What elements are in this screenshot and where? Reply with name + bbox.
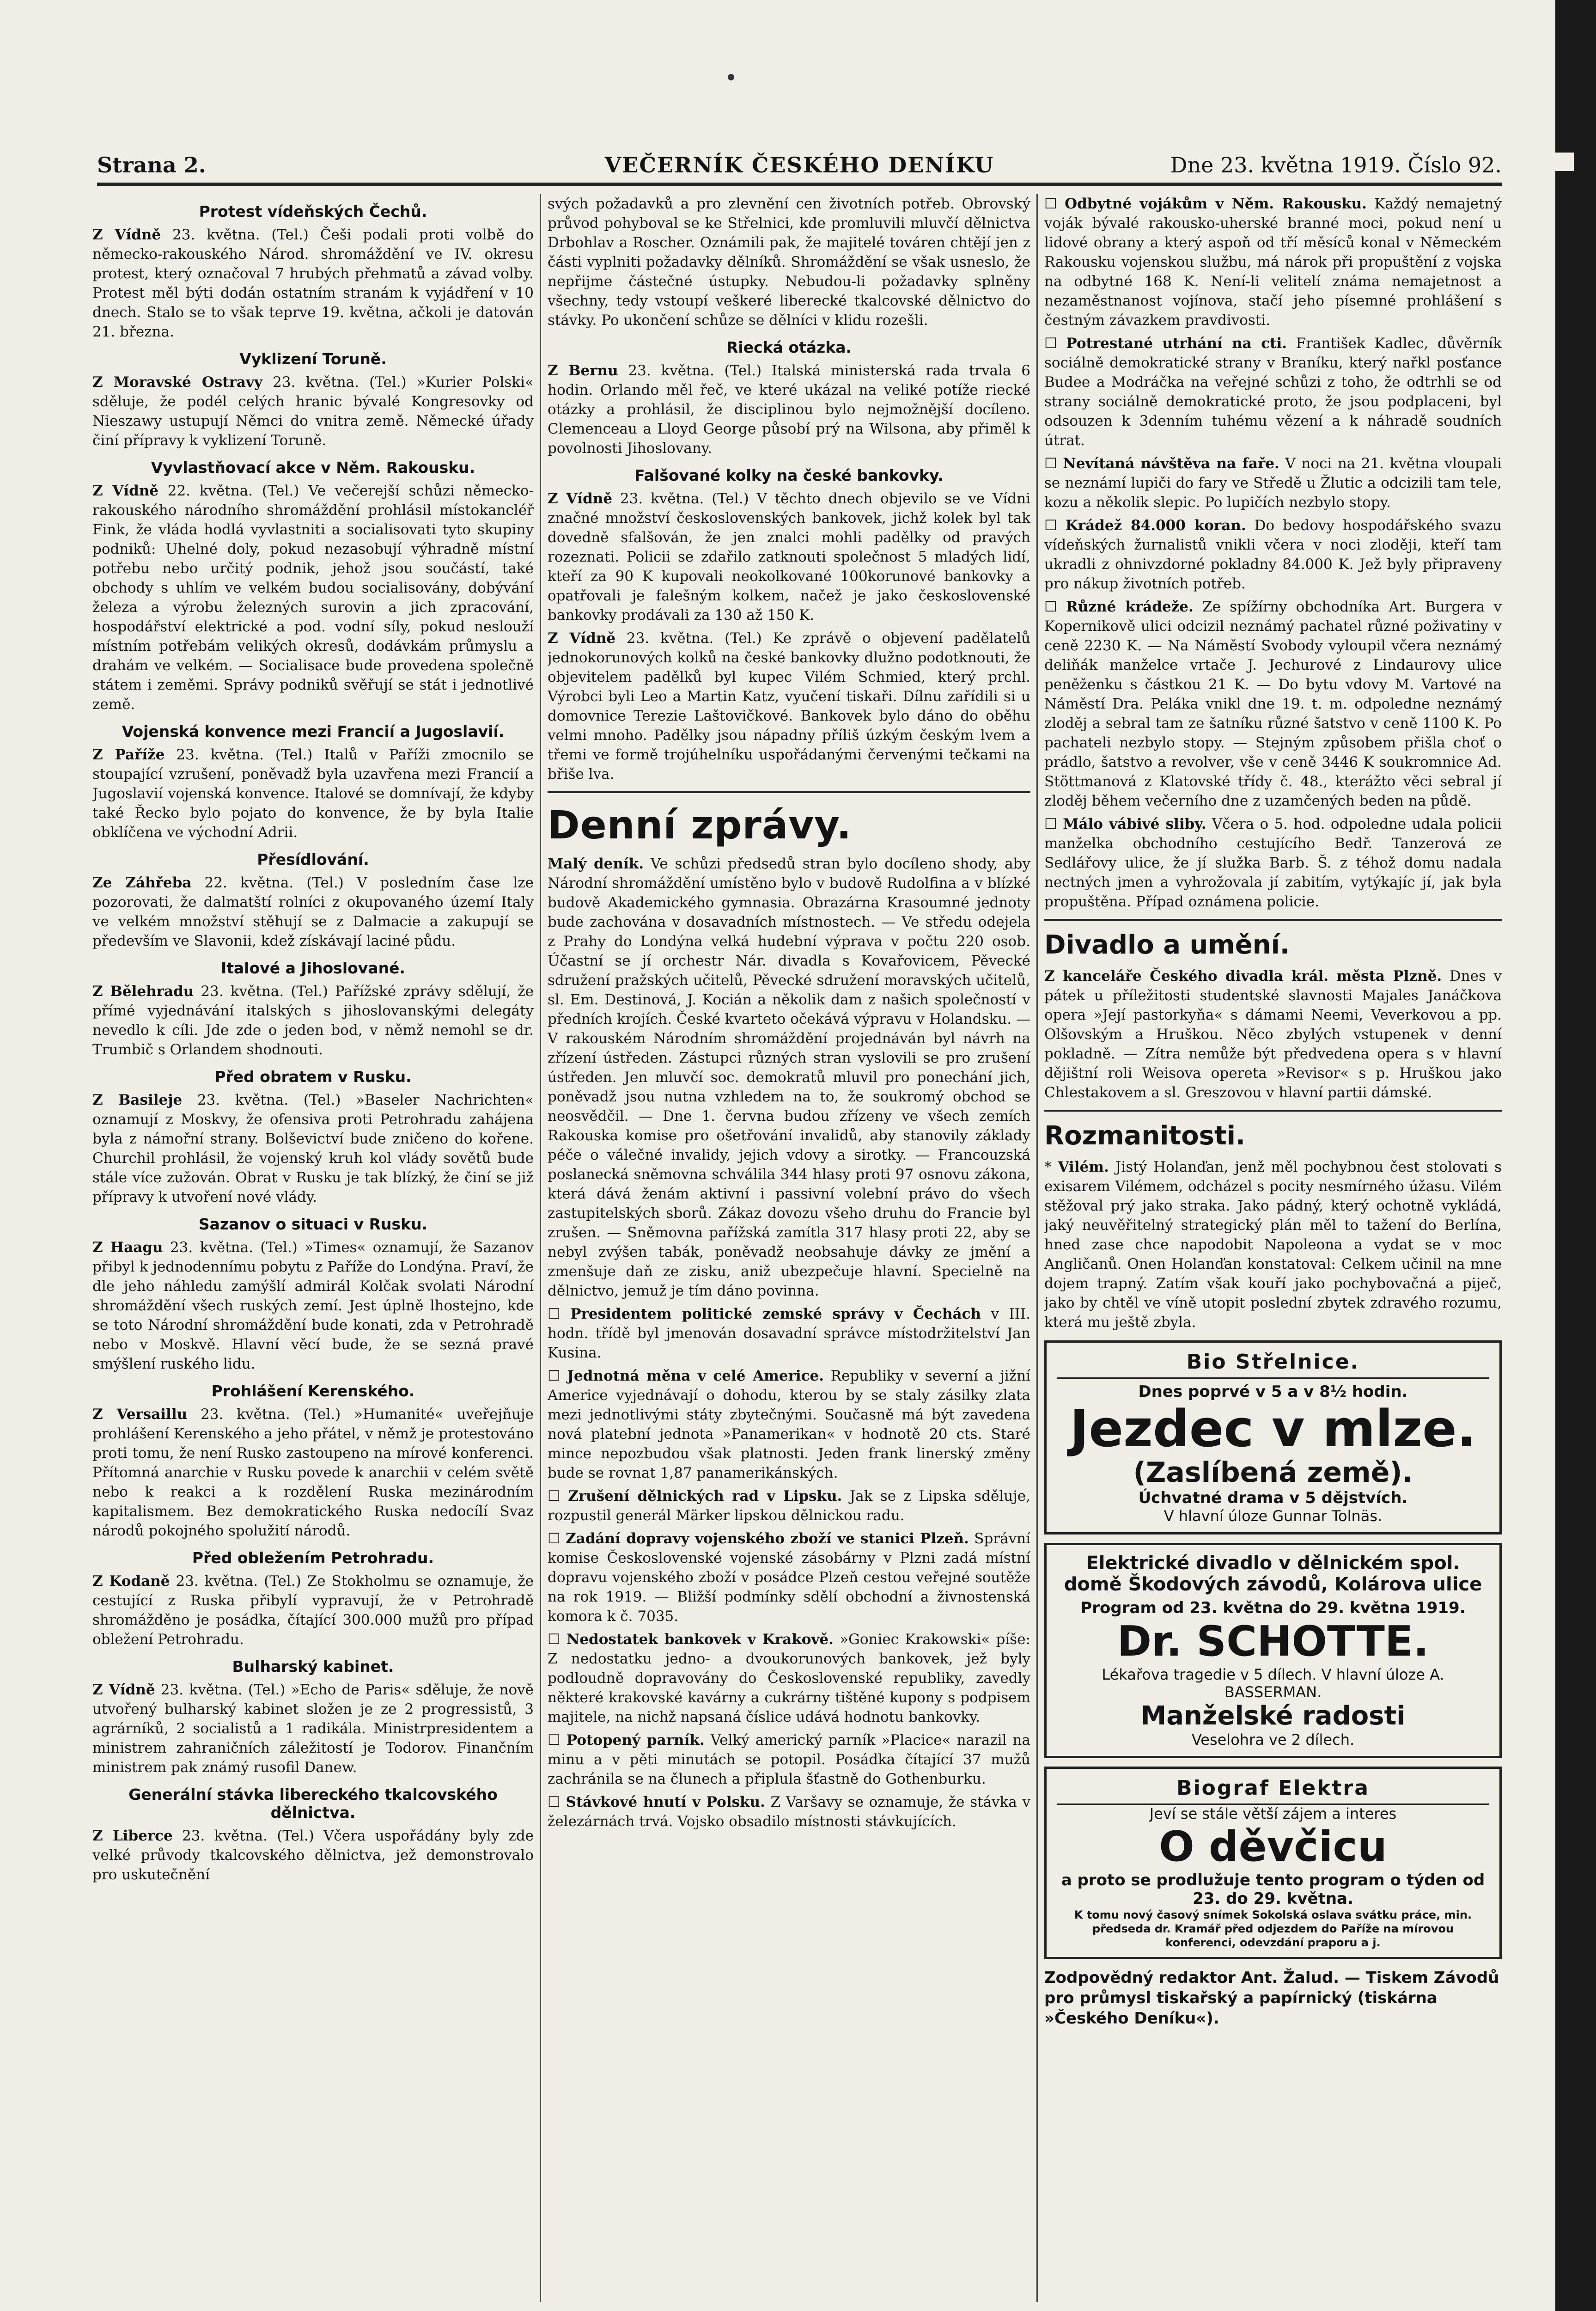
news-item: ☐ Potrestané utrhání na cti. František Kadlec, důvěrník sociálně demokratické strany v Braníku, který nařkl posťance Budee a Modráčka na veřejné schůzi z toho, že odtrhli se od strany sociálně demokratické proto, že jsou podplaceni, byl odsouzen k 3denním tuhému vězení a k náhradě soudních útrat. [1044, 335, 1502, 449]
item-text: Z Varšavy se oznamuje, že stávka v železárnách trvá. Vojsko obsadilo místnosti stávkujících. [548, 1794, 1030, 1830]
item-text: Jak se z Lipska sděluje, rozpustil generál Märker lipskou dělnickou radu. [548, 1488, 1030, 1524]
article-text: 23. května. (Tel.) »Baseler Nachrichten« oznamují z Moskvy, že ofensiva proti Petrohradu zahájena byla z námořní strany. Bolševictví bude zničeno do kořene. Churchil prohlásil, že vojenský kruh kol vlády sovětů bude stále více zužován. Obrat v Rusku je tak blízký, že činí se již přípravy k utvoření nové vlády. [92, 1092, 534, 1205]
item-lead: Odbytné vojákům v Něm. Rakousku. [1065, 196, 1367, 212]
item-text: V noci na 21. května vloupali se neznámí lupiči do fary ve Středě u Žlutic a odcizili tam tele, kozu a několik slepic. Po lupičích nezbylo stopy. [1044, 455, 1502, 511]
ad-line: Program od 23. května do 29. května 1919. [1080, 1599, 1466, 1617]
section-title-divadlo: Divadlo a umění. [1044, 930, 1290, 960]
article [92, 350, 534, 450]
item-text: Do bedovy hospodářského svazu vídeňských žurnalistů vnikli včera v noci zloději, kteří tam ukradli z ohnivzdorné pokladny 84.000 K. Jež byly připraveny pro nákup životních potřeb. [1044, 517, 1502, 592]
dateline: Z Moravské Ostravy [92, 374, 263, 391]
dateline: Z Vídně [548, 490, 613, 507]
dateline: Z Vídně [92, 483, 159, 499]
column-1 [92, 194, 534, 2182]
article-headline: Před obratem v Rusku. [214, 1068, 412, 1086]
article-body [92, 1680, 534, 1777]
imprint: Zodpovědný redaktor Ant. Žalud. — Tiskem Závodů pro průmysl tiskařský a papírnický (tiskárna »Českého Deníku«). [1044, 1969, 1499, 2028]
news-item: ☐ Odbytné vojákům v Něm. Rakousku. Každý nemajetný voják bývalé rakousko-uherské branné moci, pokud není u lidové obrany a který aspoň od tří měsíců konal v Německém Rakousku vojenskou službu, má nárok při propuštění z vojska na odbytné 168 K. Není-li velitelí známa nemajetnost a nezaměstnanost vojínova, stačí jeho písemné prohlášení s čestným závazkem pravdivosti. [1044, 196, 1502, 329]
dateline: Z Basileje [92, 1092, 183, 1108]
ad-title: Manželské radosti [1140, 1701, 1406, 1731]
article-text: 23. května. (Tel.) Pařížské zprávy sdělují, že přímé vyjednávání italských s jihoslovanskými delegáty nevedlo k cíli. Jde zde o jeden bod, v němž nemohl se dr. Trumbič s Orlandem shodnouti. [92, 983, 534, 1058]
article [92, 722, 534, 842]
column-divider [1036, 194, 1038, 2302]
item-text: Každý nemajetný voják bývalé rakousko-uherské branné moci, pokud není u lidové obrany a který aspoň od tří měsíců konal v Německém Rakousku vojenskou službu, má nárok při propuštění z vojska na odbytné 168 K. Není-li velitelí známa nemajetnost a nezaměstnanost vojínova, stačí jeho písemné prohlášení s čestným závazkem pravdivosti. [1044, 196, 1502, 329]
ad-line: V hlavní úloze Gunnar Tolnäs. [1163, 1507, 1383, 1525]
article [548, 338, 1030, 458]
article-body [92, 1238, 534, 1374]
article-headline: Generální stávka libereckého tkalcovského dělnictva. [128, 1785, 498, 1822]
item-lead: Presidentem politické zemské správy v Čechách [570, 1306, 981, 1322]
item-lead: Krádež 84.000 koran. [1065, 517, 1246, 534]
article-text: 22. května. (Tel.) V posledním čase lze pozorovati, že dalmatští rolníci z okupovaného území Italy ve velkém množství stěhují se z Dalmacie a zakupují se především ve Slavonii, kdež získávají laciné půdu. [92, 874, 534, 949]
article-body [92, 481, 534, 714]
article-headline: Riecká otázka. [726, 338, 852, 356]
article-text: 23. května. (Tel.) »Kurier Polski« sděluje, že podél celých hranic bývalé Kongresovky od Nieszawy ustupují Němci do vnitra země. Německé úřady činí přípravy k vyklizení Toruně. [92, 374, 534, 449]
dateline: Z Bernu [548, 362, 618, 379]
article-text: 23. května. (Tel.) Italů v Paříži zmocnilo se stoupající vzrušení, poněvadž byla uzavřena mezi Francií a Jugoslavií vojenská konvence. Italové se domnívají, že kdyby také Řecko bylo pojato do konvence, že by byla Italie obklíčena ve východní Adrii. [92, 746, 534, 841]
dateline: Z Liberce [92, 1828, 173, 1844]
column-2 [548, 194, 1030, 2182]
ad-small-print: K tomu nový časový snímek Sokolská oslava svátku práce, min. předseda dr. Kramář před odjezdem do Paříže na mírovou konferenci, odevzdání praporu a j. [1074, 1908, 1472, 1949]
news-item: ☐ Zrušení dělnických rad v Lipsku. Jak se z Lipska sděluje, rozpustil generál Märker lipskou dělnickou radu. [548, 1488, 1030, 1524]
news-item: ☐ Nevítaná návštěva na faře. V noci na 21. května vloupali se neznámí lupiči do fary ve Středě u Žlutic a odcizili tam tele, kozu a několik slepic. Po lupičích nezbylo stopy. [1044, 455, 1502, 511]
article-body [92, 745, 534, 842]
article [92, 1382, 534, 1541]
article-text: 23. května. (Tel.) Ze Stokholmu se oznamuje, že cestující z Ruska přibylí vypravují, že v Petrohradě shromážděno je posádka, čítající 300.000 mužů pro případ obležení Petrohradu. [92, 1573, 534, 1648]
article-continuation: svých požadavků a pro zlevnění cen životních potřeb. Obrovský průvod pohyboval se ke Střelnici, kde promluvili mluvčí dělnictva Drbohlav a Roscher. Oznámili pak, že majitelé továren chtějí jen z části vyplniti požadavky dělníků. Shromáždění se však usneslo, že nepřijme částečné ústupky. Nebudou-li požadavky splněny všechny, tedy vstoupí veškeré liberecké tkalcovské dělnictvo do stávky. Po ukončení schůze se dělníci v klidu rozešli. [548, 196, 1030, 329]
ad-line: Jeví se stále větší zájem a interes [1149, 1805, 1397, 1822]
ad-title: Jezdec v mlze. [1070, 1399, 1476, 1458]
item-text: František Kadlec, důvěrník sociálně demokratické strany v Braníku, který nařkl posťance Budee a Modráčka na veřejné schůzi z toho, že odtrhli se od strany sociálně demokratické proto, že jsou podplaceni, byl odsouzen k 3denním tuhému vězení a k náhradě soudních útrat. [1044, 335, 1502, 449]
article-body [92, 873, 534, 951]
item-lead: Jednotná měna v celé Americe. [567, 1368, 824, 1384]
item-text: Velký americký parník »Placice« narazil na minu a v pěti minutách se potopil. Posádka čítající 37 mužů zachránila se na člunech a připlula šťastně do Gothenburku. [548, 1732, 1030, 1787]
article-body [92, 1405, 534, 1541]
article-headline: Falšované kolky na české bankovky. [634, 466, 944, 484]
header-rule [97, 183, 1502, 186]
page-number: Strana 2. [97, 153, 206, 177]
item-lead: Nedostatek bankovek v Krakově. [567, 1631, 834, 1648]
article-headline: Italové a Jihoslované. [220, 959, 405, 977]
article-body [548, 854, 1030, 1301]
item-lead: Nevítaná návštěva na faře. [1063, 455, 1279, 472]
ad-subtitle: (Zaslíbená země). [1133, 1456, 1413, 1489]
article-body [548, 629, 1030, 784]
article-body: * Vilém. Jistý Holanďan, jenž měl pochybnou čest stolovati s exisarem Vilémem, odcházel s pocity nesmírného úžasu. Vilém stěžoval prý jako straka. Jako pádný, který ochotně vykládá, jaký neuvěřitelný strategický plán měl to tažení do Berlína, hned zase chce napodobit Napoleona a vydat se v moc Angličanů. Onen Holanďan konstatoval: Celkem učinil na mne dojem trapný. Zatím však kouří jako pochybovačná a piječ, jako by chtěl ve víně utopit poslední zbytek zdravého rozumu, která mu ještě zbyla. [1044, 1159, 1502, 1331]
news-item: ☐ Jednotná měna v celé Americe. Republiky v severní a jižní Americe vyjednávají o dohodu, kterou by se staly zásilky zlata mezi jednotlivými státy zbytečnými. Současně má být zavedena nová platební jednota »Panamerikan« v hodnotě 20 cts. Staré mince nepozbudou však platnosti. Jeden frank linerský změny bude se rovnat 1,87 panamerikánských. [548, 1368, 1030, 1481]
article [92, 459, 534, 714]
item-lead: Zadání dopravy vojenského zboží ve stanici Plzeň. [566, 1530, 969, 1547]
news-item: ☐ Nedostatek bankovek v Krakově. »Goniec Krakowski« píše: Z nedostatku jedno- a dvoukorunových bankovek, jež byly podloudně dopravovány do Československé republiky, zavedly některé krakovské kavárny a cukrárny tištěné kupony s podpisem majitele, na nichž napsaná číslice udává hodnotu bankovky. [548, 1631, 1030, 1725]
section-rule [1044, 919, 1502, 921]
article-body [1044, 966, 1502, 1102]
article-text: 23. května. (Tel.) Češi podali proti volbě do německo-rakouského Národ. shromáždění ve IV. okresu protest, který označoval 7 hrubých přehmatů a závad volby. Protest měl býti dodán ostatním stranám k vyjádření v 10 dnech. Stalo se to však teprve 19. května, ačkoli je datován 21. března. [92, 226, 534, 340]
item-text: Správní komise Československé vojenské zásobárny v Plzni zadá místní dopravu vojenského zboží v posádce Plzeň cestou veřejné soutěže na rok 1919. — Bližší podmínky sdělí obchodní a živnostenská komora k č. 7035. [548, 1530, 1030, 1625]
advertisement-bio-strelnice [1044, 1340, 1502, 1535]
item-text: v III. hodn. třídě byl jmenován dosavadní správce místodržitelství Jan Kusina. [548, 1306, 1030, 1361]
article-body [548, 361, 1030, 458]
news-item: ☐ Presidentem politické zemské správy v Čechách v III. hodn. třídě byl jmenován dosavadní správce místodržitelství Jan Kusina. [548, 1306, 1030, 1361]
article-body [92, 1826, 534, 1884]
article-body [92, 982, 534, 1059]
column-divider [540, 194, 541, 2302]
section-rule [548, 791, 1030, 793]
issue-date: Dne 23. května 1919. Číslo 92. [1170, 153, 1502, 177]
article [92, 202, 534, 342]
item-lead: Z kanceláře Českého divadla král. města Plzně. [1044, 968, 1442, 984]
article-body [92, 373, 534, 450]
ad-head: Elektrické divadlo v dělnickém spol. [1086, 1553, 1460, 1574]
section-title-rozmanitosti: Rozmanitosti. [1044, 1121, 1246, 1151]
article [92, 1068, 534, 1207]
item-lead: Vilém. [1058, 1159, 1109, 1175]
column-3 [1044, 194, 1502, 2311]
item-text: Ze spížírny obchodníka Art. Burgera v Kopernikově ulici odcizil neznámý pachatel různé poživatiny v ceně 2230 K. — Na Náměstí Svobody vyloupil včera neznámý deliňák manželce vrtače J. Jechurové z Lindaurovy ulice peněženku s částkou 21 K. — Do bytu vdovy M. Vartové na Náměstí Dra. Peláka vnikl dne 19. t. m. odpoledne neznámý zloděj a sebral tam ze šatníku různé šatstvo v ceně 1100 K. Po pachateli nezbylo stopy. — Stejným způsobem přišla choť o prádlo, šatstvo a revolver, vše v ceně 3446 K soukromnice Ad. Stöttmanová z Klatovské třídy č. 48., kterážto věci sebral jí zloděj během večerního dne z uzamčených beden na půdě. [1044, 599, 1502, 809]
article-text: Dnes v pátek u příležitosti studentské slavnosti Majales Janáčkova opera »Její pastorkyňa« s dámami Neemi, Veverkovou a pp. Olšovským a Hruškou. Něco zbylých vstupenek v denní pokladně. — Zítra nemůže být předvedena opera s v hlavní dějištní roli Weisova opereta »Revisor« s p. Hruškou jako Chlestakovem a sl. Greszovou v hlavní partii dámské. [1044, 968, 1502, 1101]
article-text: 23. května. (Tel.) Ke zprávě o objevení padělatelů jednokorunových kolků na české bankovky dlužno podotknouti, že objevitelem padělků byl kupec Vilém Schmied, který prchl. Výrobci byli Leo a Martin Katz, vyučení tiskaři. Dílnu zařídili si u domovnice Terezie Laštovičkové. Bankovek bylo dáno do oběhu velmi mnoho. Padělky jsou nápadny příliš úzkým českým lvem a třemi ve formě trojúhelníku uspořádanými červenými tečkami na břiše lva. [548, 630, 1030, 783]
article [92, 959, 534, 1059]
article-text: 23. května. (Tel.) Italská ministerská rada trvala 6 hodin. Orlando měl řeč, ve které ukázal na veliké potíže riecké otázky a prohlásil, že disciplinou bylo nejmožnější docíleno. Clemenceau a Lloyd George působí prý na Wilsona, aby přiměl k povolnosti Jihoslovany. [548, 362, 1030, 457]
article [92, 1215, 534, 1374]
section-title-denni-zpravy: Denní zprávy. [548, 802, 852, 848]
article-text: 23. května. (Tel.) Včera uspořádány byly zde velké průvody tkalcovského dělnictva, jež demonstrovalo pro uskutečnění [92, 1828, 534, 1883]
dateline: Z Vídně [92, 226, 161, 243]
dateline: Z Vídně [548, 630, 616, 647]
article-text: 23. května. (Tel.) »Humanité« uveřejňuje prohlášení Kerenského a jeho přátel, v němž je protestováno proti tomu, že není Rusko zastoupeno na mírové konferenci. Přítomná anarchie v Rusku povede k anarchii v celém světě nebo k reakci a k rozdělení Ruska mezinárodním kapitalismem. Bez demokratického Ruska nedocílí Svaz národů pokojného spolužití národů. [92, 1406, 534, 1539]
ad-line: a proto se prodlužuje tento program o týden od 23. do 29. května. [1061, 1871, 1485, 1908]
article-text: 23. května. (Tel.) »Echo de Paris« sděluje, že nově utvořený bulharský kabinet složen je ze 2 progressistů, 3 agrárníků, 2 socialistů a 1 radikála. Ministrpresidentem a ministrem zahraničních záležitostí je Todorov. Finančním ministrem pak známý rusofil Danew. [92, 1681, 534, 1776]
article-text: 23. května. (Tel.) V těchto dnech objevilo se ve Vídni značné množství československých bankovek, jichž kolek byl tak dovedně sfalšován, že jen znalci mohli padělky od pravých rozeznati. Policii se zdařilo zatknouti společnost 5 mladých lidí, kteří za 90 K kupovali neokolkované 100korunové bankovky a opatřovali je falešným kolkem, načež je jako československé bankovky prodávali za 130 až 150 K. [548, 490, 1030, 624]
news-item: ☐ Různé krádeže. Ze spížírny obchodníka Art. Burgera v Kopernikově ulici odcizil neznámý pachatel různé poživatiny v ceně 2230 K. — Na Náměstí Svobody vyloupil včera neznámý deliňák manželce vrtače J. Jechurové z Lindaurovy ulice peněženku s částkou 21 K. — Do bytu vdovy M. Vartové na Náměstí Dra. Peláka vnikl dne 19. t. m. odpoledne neznámý zloděj a sebral tam ze šatníku různé šatstvo v ceně 1100 K. Po pachateli nezbylo stopy. — Stejným způsobem přišla choť o prádlo, šatstvo a revolver, vše v ceně 3446 K soukromnice Ad. Stöttmanová z Klatovské třídy č. 48., kterážto věci sebral jí zloděj během večerního dne z uzamčených beden na půdě. [1044, 599, 1502, 809]
scan-notch [1555, 153, 1574, 171]
article-headline: Vyklizení Toruně. [239, 350, 387, 368]
news-item: ☐ Zadání dopravy vojenského zboží ve stanici Plzeň. Správní komise Československé vojenské zásobárny v Plzni zadá místní dopravu vojenského zboží v posádce Plzeň cestou veřejné soutěže na rok 1919. — Bližší podmínky sdělí obchodní a živnostenská komora k č. 7035. [548, 1530, 1030, 1625]
article-body [548, 489, 1030, 625]
item-lead: Různé krádeže. [1066, 599, 1194, 615]
item-lead: Potrestané utrhání na cti. [1066, 335, 1287, 352]
article-headline: Prohlášení Kerenského. [211, 1382, 415, 1400]
dateline: Z Vídně [92, 1681, 155, 1698]
masthead-title: VEČERNÍK ČESKÉHO DENÍKU [604, 153, 994, 177]
article-headline: Přesídlování. [257, 850, 369, 868]
article [92, 1549, 534, 1649]
article [548, 466, 1030, 784]
item-lead: Málo vábivé sliby. [1063, 816, 1206, 832]
item-text: Včera o 5. hod. odpoledne udala policii manželka obchodního cestujícího Bedř. Tanzerová ze Sedlářovy ulice, že jí služka Barb. Š. z téhož domu nadala nectných jmen a vyhrožovala jí zabitím, vytýkajíc jí, jak byla propuštěna. Případ oznámena policie. [1044, 816, 1502, 910]
dateline: Z Paříže [92, 746, 165, 763]
ad-head: Bio Střelnice. [1057, 1350, 1489, 1379]
article-body [92, 1571, 534, 1649]
ad-title: O děvčicu [1159, 1822, 1387, 1871]
article-headline: Bulharský kabinet. [232, 1657, 394, 1675]
dateline: Z Kodaně [92, 1573, 170, 1590]
article-text: Ve schůzi předsedů stran bylo docíleno shody, aby Národní shromáždění umístěno bylo v budově Rudolfina a v blízké budově Akademického gymnasia. Obrazárna Krasoumné jednoty bude zachována v dosavadních místnostech. — Ve středu odejela z Prahy do Londýna velká hudební výprava v počtu 220 osob. Účastní se jí orchestr Nár. divadla s Kovařovicem, Pěvecké sdružení pražských učitelů, Pěvecké sdružení moravských učitelů, sl. Em. Destinová, J. Kocián a několik dam z našich společností v předních krojích. České kvarteto očekává výpravu v Holandsku. — V rakouském Národním shromáždění projednáván byl návrh na zřízení ústředen. Zástupci různých stran vyslovili se pro zrušení ústředen. Jen mluvčí soc. demokratů mluvil pro ponechání jich, poněvadž jsou nutna vzhledem na to, že soukromý obchod se neosvědčil. — Dne 1. června budou zřízeny ve všech zemích Rakouska komise pro ošetřování invalidů, aby stanovily základy péče o válečné invalidy, jejich vdovy a sirotky. — Francouzská poslanecká sněmovna schválila 344 hlasy proti 97 osnovu zákona, která dává ženám aktivní i passivní volební právo do všech zastupitelských sborů. Zákaz dovozu všeho druhu do Francie byl zrušen. — Sněmovna pařížská zamítla 317 hlasy proti 22, aby se nebyl zvýšen tabák, poněvadž neobsahuje dávky ze jmění a zmenšuje daň ze zisku, aniž ubezpečuje hlavní. Specielně na dělnictvo, jemuž je tím dáno povinna. [548, 856, 1030, 1299]
dateline: Z Bělehradu [92, 983, 194, 1000]
article [92, 850, 534, 951]
dateline: Ze Záhřeba [92, 874, 192, 891]
news-item: ☐ Potopený parník. Velký americký parník »Placice« narazil na minu a v pěti minutách se potopil. Posádka čítající 37 mužů zachránila se na člunech a připlula šťastně do Gothenburku. [548, 1732, 1030, 1787]
ad-head: domě Škodových závodů, Kolárova ulice [1064, 1574, 1482, 1595]
dateline: Z Versaillu [92, 1406, 188, 1423]
ad-line: Úchvatné drama v 5 dějstvích. [1138, 1489, 1408, 1507]
news-item: ☐ Krádež 84.000 koran. Do bedovy hospodářského svazu vídeňských žurnalistů vnikli včera v noci zloději, kteří tam ukradli z ohnivzdorné pokladny 84.000 K. Jež byly připraveny pro nákup životních potřeb. [1044, 517, 1502, 592]
article-body [92, 1090, 534, 1207]
ad-line: Dnes poprvé v 5 a v 8½ hodin. [1138, 1382, 1408, 1401]
article-body [92, 225, 534, 342]
scan-dark-border [1555, 0, 1596, 2311]
item-lead: Malý deník. [548, 856, 644, 872]
print-dot [728, 74, 734, 80]
ad-head: Biograf Elektra [1057, 1776, 1489, 1805]
news-item: ☐ Stávkové hnutí v Polsku. Z Varšavy se oznamuje, že stávka v železárnách trvá. Vojsko obsadilo místnosti stávkujících. [548, 1794, 1030, 1830]
advertisement-elektricke-divadlo [1044, 1543, 1502, 1758]
article-text: 23. května. (Tel.) »Times« oznamují, že Sazanov přibyl k jednodennímu pobytu z Paříže do Londýna. Praví, že dle jeho náhledu zamýšlí admirál Kolčak svolati Národní shromáždění všech ruských zemí. Jest úplně lhostejno, kde se toto Národní shromáždění bude konati, zda v Petrohradě nebo v Moskvě. Hlavní věcí bude, že se sezná pravé smýšlení ruského lidu. [92, 1239, 534, 1372]
article-headline: Sazanov o situaci v Rusku. [198, 1215, 428, 1233]
article [92, 1785, 534, 1884]
article-text: Jistý Holanďan, jenž měl pochybnou čest stolovati s exisarem Vilémem, odcházel s pocity nesmírného úžasu. Vilém stěžoval prý jako straka. Jako pádný, který ochotně vykládá, jaký neuvěřitelný strategický plán měl to tažení do Berlína, hned zase chce napodobit Napoleona a vydat se v moc Angličanů. Onen Holanďan konstatoval: Celkem učinil na mne dojem trapný. Zatím však kouří jako pochybovačná a piječ, jako by chtěl ve víně utopit poslední zbytek zdravého rozumu, která mu ještě zbyla. [1044, 1159, 1502, 1331]
item-text: »Goniec Krakowski« píše: Z nedostatku jedno- a dvoukorunových bankovek, jež byly podloudně dopravovány do Československé republiky, zavedly některé krakovské kavárny a cukrárny tištěné kupony s podpisem majitele, na nichž napsaná číslice udává hodnotu bankovky. [548, 1631, 1030, 1725]
item-lead: Zrušení dělnických rad v Lipsku. [568, 1488, 842, 1504]
ad-line: Lékařova tragedie v 5 dílech. V hlavní úloze A. BASSERMAN. [1102, 1666, 1444, 1701]
advertisement-biograf-elektra [1044, 1767, 1502, 1959]
article [92, 1657, 534, 1777]
article-headline: Vojenská konvence mezi Francií a Jugoslavií. [122, 722, 505, 740]
article-headline: Vyvlastňovací akce v Něm. Rakousku. [151, 459, 475, 477]
section-rule [1044, 1110, 1502, 1112]
dateline: Z Haagu [92, 1239, 163, 1256]
article-headline: Před obležením Petrohradu. [192, 1549, 434, 1567]
item-lead: Stávkové hnutí v Polsku. [566, 1794, 765, 1810]
item-text: Republiky v severní a jižní Americe vyjednávají o dohodu, kterou by se staly zásilky zlata mezi jednotlivými státy zbytečnými. Současně má být zavedena nová platební jednota »Panamerikan« v hodnotě 20 cts. Staré mince nepozbudou však platnosti. Jeden frank linerský změny bude se rovnat 1,87 panamerikánských. [548, 1368, 1030, 1481]
page-header [97, 153, 1502, 180]
ad-title: Dr. SCHOTTE. [1117, 1617, 1429, 1666]
article-text: 22. května. (Tel.) Ve večerejší schůzi německo-rakouského národního shromáždění prohlásil místokancléř Fink, že vláda hodlá vyvlastniti a socialisovati tyto skupiny podniků: Uhelné doly, pokud nezasobují výhradně místní potřebu nebo určitý podnik, jehož jsou součástí, také obchody s uhlím ve velkém budou socialisovány, dobývání železa a výrobu železných surovin a jich zpracování, hospodářství elektrické a pod. vodní síly, pokud neslouží místním potřebám velikých okresů, dodávkám průmyslu a drahám ve velkém. — Socialisace bude provedena společně státem i zeměmi. Správy podniků svěřují se stát i jednotlivé země. [92, 483, 534, 713]
article-headline: Protest vídeňských Čechů. [199, 202, 427, 220]
item-lead: Potopený parník. [566, 1732, 705, 1749]
news-item: ☐ Málo vábivé sliby. Včera o 5. hod. odpoledne udala policii manželka obchodního cestujícího Bedř. Tanzerová ze Sedlářovy ulice, že jí služka Barb. Š. z téhož domu nadala nectných jmen a vyhrožovala jí zabitím, vytýkajíc jí, jak byla propuštěna. Případ oznámena policie. [1044, 816, 1502, 910]
ad-line: Veselohra ve 2 dílech. [1191, 1731, 1355, 1749]
